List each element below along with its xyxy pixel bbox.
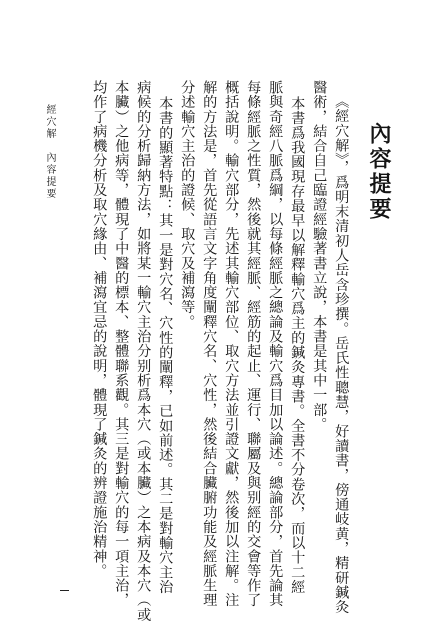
text-column: 脈與奇經八脈爲綱，以每條經脈之總論及輸穴爲目加以論述。總論部分，首先論其 [267, 80, 284, 608]
text-column: 本書的顯著特點：其一是對穴名、穴性的闡釋，已如前述。其二是對輸穴主治 [157, 96, 174, 595]
text-column: 均作了病機分析及取穴緣由、補瀉宜忌的說明，體現了鍼灸的辨證施治精神。 [91, 80, 108, 579]
text-column: 本書爲我國現存最早以解釋輸穴爲主的鍼灸專書。全書不分卷次，而以十二經 [289, 96, 306, 595]
text-column: 解的方法是，首先從語言文字角度闡釋穴名、穴性，然後結合臟腑功能及經脈生理 [201, 80, 218, 608]
text-column: 分述輸穴主治的證候、取穴及補瀉等。 [179, 80, 196, 330]
text-column: 本臟）之他病等，體現了中醫的標本、整體聯系觀。其三是對輸穴的每一項主治， [113, 80, 130, 608]
page-number-mark [60, 590, 69, 591]
text-column: 醫術，結合自己臨證經驗著書立說，本書是其中一部。 [311, 80, 328, 432]
text-column: 每條經脈之性質，然後就其經脈、經筋的起止、運行、聯屬及與别經的交會等作了 [245, 80, 262, 608]
text-column: 《經穴解》，爲明末清初人岳含珍撰。岳氏性聰慧，好讀書，傍通岐黄，精研鍼灸 [333, 94, 350, 615]
text-column: 概括說明。輸穴部分，先述其輸穴部位、取穴方法並引證文獻，然後加以注解。注 [223, 80, 240, 608]
running-footer: 經穴解 內容提要 [44, 104, 55, 200]
page-title: 內容提要 [366, 122, 392, 222]
text-column: 病候的分析歸納方法，如將某一輸穴主治分别析爲本穴（或本臟）之本病及本穴（或 [135, 80, 152, 622]
